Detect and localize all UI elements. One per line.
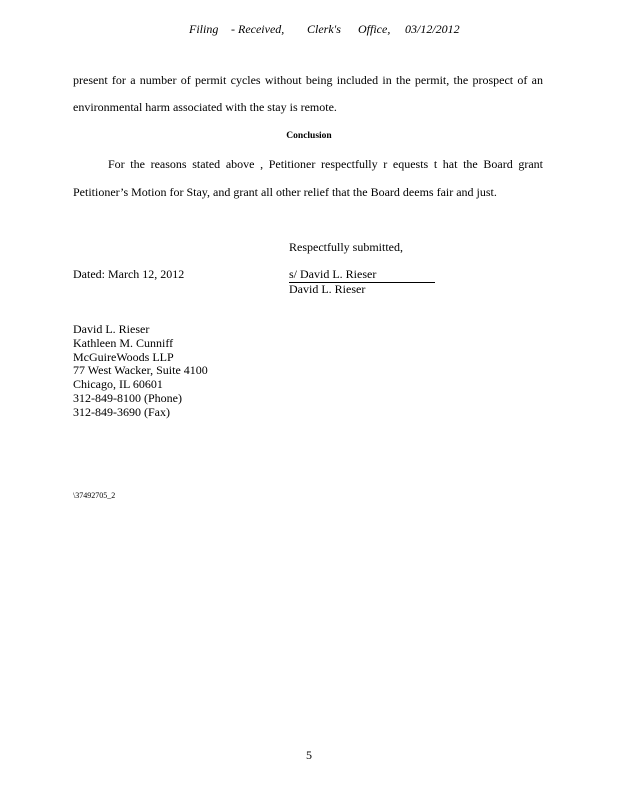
- signature-text: s/ David L. Rieser: [289, 267, 377, 281]
- header-clerks: Clerk's: [307, 22, 341, 36]
- paragraph-2-line-1: For the reasons stated above , Petitioner respectfully r equests t hat the Board grant: [108, 157, 543, 171]
- paragraph-1-line-1: present for a number of permit cycles without being included in the permit, the prospect of an: [73, 73, 543, 87]
- address-line: 312-849-3690 (Fax): [73, 404, 170, 419]
- header-received: - Received,: [231, 22, 285, 36]
- paragraph-1-line-2: environmental harm associated with the stay is remote.: [73, 100, 337, 114]
- header-filing: Filing: [189, 22, 219, 36]
- address-line: David L. Rieser: [73, 322, 150, 336]
- page-number: 5: [306, 748, 312, 762]
- address-line: Chicago, IL 60601: [73, 377, 163, 392]
- closing-text: Respectfully submitted,: [289, 240, 403, 254]
- header-date: 03/12/2012: [405, 22, 460, 36]
- document-id: \37492705_2: [73, 491, 116, 500]
- section-heading: Conclusion: [286, 131, 332, 141]
- paragraph-2-line-2: Petitioner’s Motion for Stay, and grant all other relief that the Board deems fair and just.: [73, 185, 497, 199]
- address-line: McGuireWoods LLP: [73, 349, 174, 364]
- header-office: Office,: [358, 22, 391, 36]
- signer-name: David L. Rieser: [289, 282, 366, 296]
- address-block: [73, 323, 208, 420]
- address-line: Kathleen M. Cunniff: [73, 335, 174, 350]
- dated-line: Dated: March 12, 2012: [73, 267, 185, 281]
- address-line: 312-849-8100 (Phone): [73, 390, 182, 405]
- address-line: 77 West Wacker, Suite 4100: [73, 363, 208, 378]
